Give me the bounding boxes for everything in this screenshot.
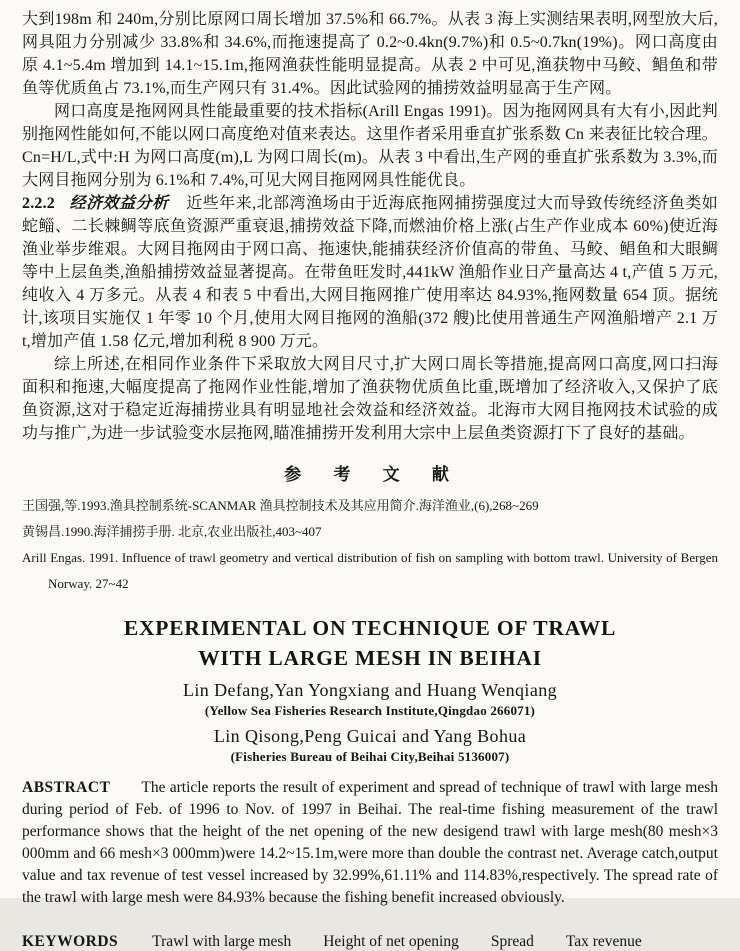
references-list bbox=[22, 493, 718, 597]
paragraph-net-opening-height: 网口高度是拖网网具性能最重要的技术指标(Arill Engas 1991)。因为拖网网具有大有小,因此判别拖网性能如何,不能以网口高度绝对值来表达。这里作者采用垂直扩张系数 Cn 来表征比较合理。Cn=H/L,式中:H 为网口高度(m),L 为网口周长(m)。从表 3 中看出,生产网的垂直扩张系数为 3.3%,而大网目拖网分别为 6.1%和 7.4%,可见大网目拖网网具性能优良。 bbox=[22, 103, 718, 189]
affiliation-1: (Yellow Sea Fisheries Research Institute,Qingdao 266071) bbox=[204, 703, 536, 718]
reference-item: 黄锡昌.1990.海洋捕捞手册. 北京,农业出版社,403~407 bbox=[22, 524, 322, 539]
paper-title-line-1: EXPERIMENTAL ON TECHNIQUE OF TRAWL bbox=[123, 616, 617, 640]
paragraph-economic-benefit bbox=[22, 192, 718, 353]
abstract-label: ABSTRACT bbox=[22, 779, 111, 796]
english-title-block bbox=[22, 613, 718, 765]
section-text: 近些年来,北部湾渔场由于近海底拖网捕捞强度过大而导致传统经济鱼类如蛇鲻、二长棘鲷等底鱼资源严重衰退,捕捞效益下降,而燃油价格上涨(占生产作业成本 60%)使近海渔业举步维艰。大网目拖网由于网口高、拖速快,能捕获经济价值高的带鱼、马鲛、鲳鱼和大眼鲷等中上层鱼类,渔船捕捞效益显著提高。在带鱼旺发时,441kW 渔船作业日产量高达 4 t,产值 5 万元,纯收入 4 万多元。从表 4 和表 5 中看出,大网目拖网推广使用率达 84.93%,拖网数量 654 顶。据统计,该项目实施仅 1 年零 10 个月,使用大网目拖网的渔船(372 艘)比使用普通生产网渔船增产 2.1 万 t,增加产值 1.58 亿元,增加利税 8 900 万元。 bbox=[22, 195, 718, 350]
keyword-item: Trawl with large mesh bbox=[152, 933, 292, 950]
paper-title bbox=[22, 613, 718, 673]
keywords-row bbox=[22, 933, 718, 951]
references-title: 参 考 文 献 bbox=[284, 465, 456, 484]
keyword-item: Tax revenue bbox=[565, 933, 642, 950]
keyword-item: Spread bbox=[490, 933, 534, 950]
affiliation-2: (Fisheries Bureau of Beihai City,Beihai 5136007) bbox=[230, 749, 510, 764]
paragraph-conclusion: 综上所述,在相同作业条件下采取放大网目尺寸,扩大网口周长等措施,提高网口高度,网口扫海面积和拖速,大幅度提高了拖网作业性能,增加了渔获物优质鱼比重,既增加了经济收入,又保护了底鱼资源,这对于稳定近海捕捞业具有明显地社会效益和经济效益。北海市大网目拖网技术试验的成功与推广,为进一步试验变水层拖网,瞄准捕捞开发利用大宗中上层鱼类资源打下了良好的基础。 bbox=[22, 356, 718, 442]
chinese-body bbox=[22, 8, 718, 445]
keyword-item: Height of net opening bbox=[323, 933, 459, 950]
paper-title-line-2: WITH LARGE MESH IN BEIHAI bbox=[198, 646, 542, 670]
section-number: 2.2.2 bbox=[22, 195, 55, 212]
abstract bbox=[22, 777, 718, 909]
authors-line-2: Lin Qisong,Peng Guicai and Yang Bohua bbox=[213, 726, 527, 746]
section-heading: 经济效益分析 bbox=[69, 195, 169, 212]
reference-item: Arill Engas. 1991. Influence of trawl geometry and vertical distribution of fish on sampling with bottom trawl. University of Bergen Norway. 27~42 bbox=[22, 550, 718, 591]
keywords-label: KEYWORDS bbox=[22, 933, 119, 950]
paragraph-continuation: 大到198m 和 240m,分别比原网口周长增加 37.5%和 66.7%。从表 3 海上实测结果表明,网型放大后,网具阻力分别减少 33.8%和 34.6%,而拖速提高了 0.2~0.4kn(9.7%)和 0.5~0.7kn(19%)。网口高度由原 4.1~5.4m 增加到 14.1~15.1m,拖网渔获性能明显提高。从表 2 中可见,渔获物中马鲛、鲳鱼和带鱼等优质鱼占 73.1%,而生产网只有 31.4%。因此试验网的捕捞效益明显高于生产网。 bbox=[22, 11, 718, 97]
abstract-text: The article reports the result of experiment and spread of technique of trawl with large mesh during period of Feb. of 1996 to Nov. of 1997 in Beihai. The real-time fishing measurement of the trawl performance shows that the height of the net opening of the new desigend trawl with large mesh(80 mesh×3 000mm and 66 mesh×3 000mm)were 14.2~15.1m,were more than double the contrast net. Average catch,output value and tax revenue of test vessel increased by 32.99%,61.11% and 114.83%,respectively. The spread rate of the trawl with large mesh were 84.93% because the fishing benefit increased obviously. bbox=[22, 779, 718, 906]
authors-line-1: Lin Defang,Yan Yongxiang and Huang Wenqiang bbox=[182, 680, 558, 700]
reference-item: 王国强,等.1993.渔具控制系统-SCANMAR 渔具控制技术及其应用简介.海洋渔业,(6),268~269 bbox=[22, 498, 539, 513]
